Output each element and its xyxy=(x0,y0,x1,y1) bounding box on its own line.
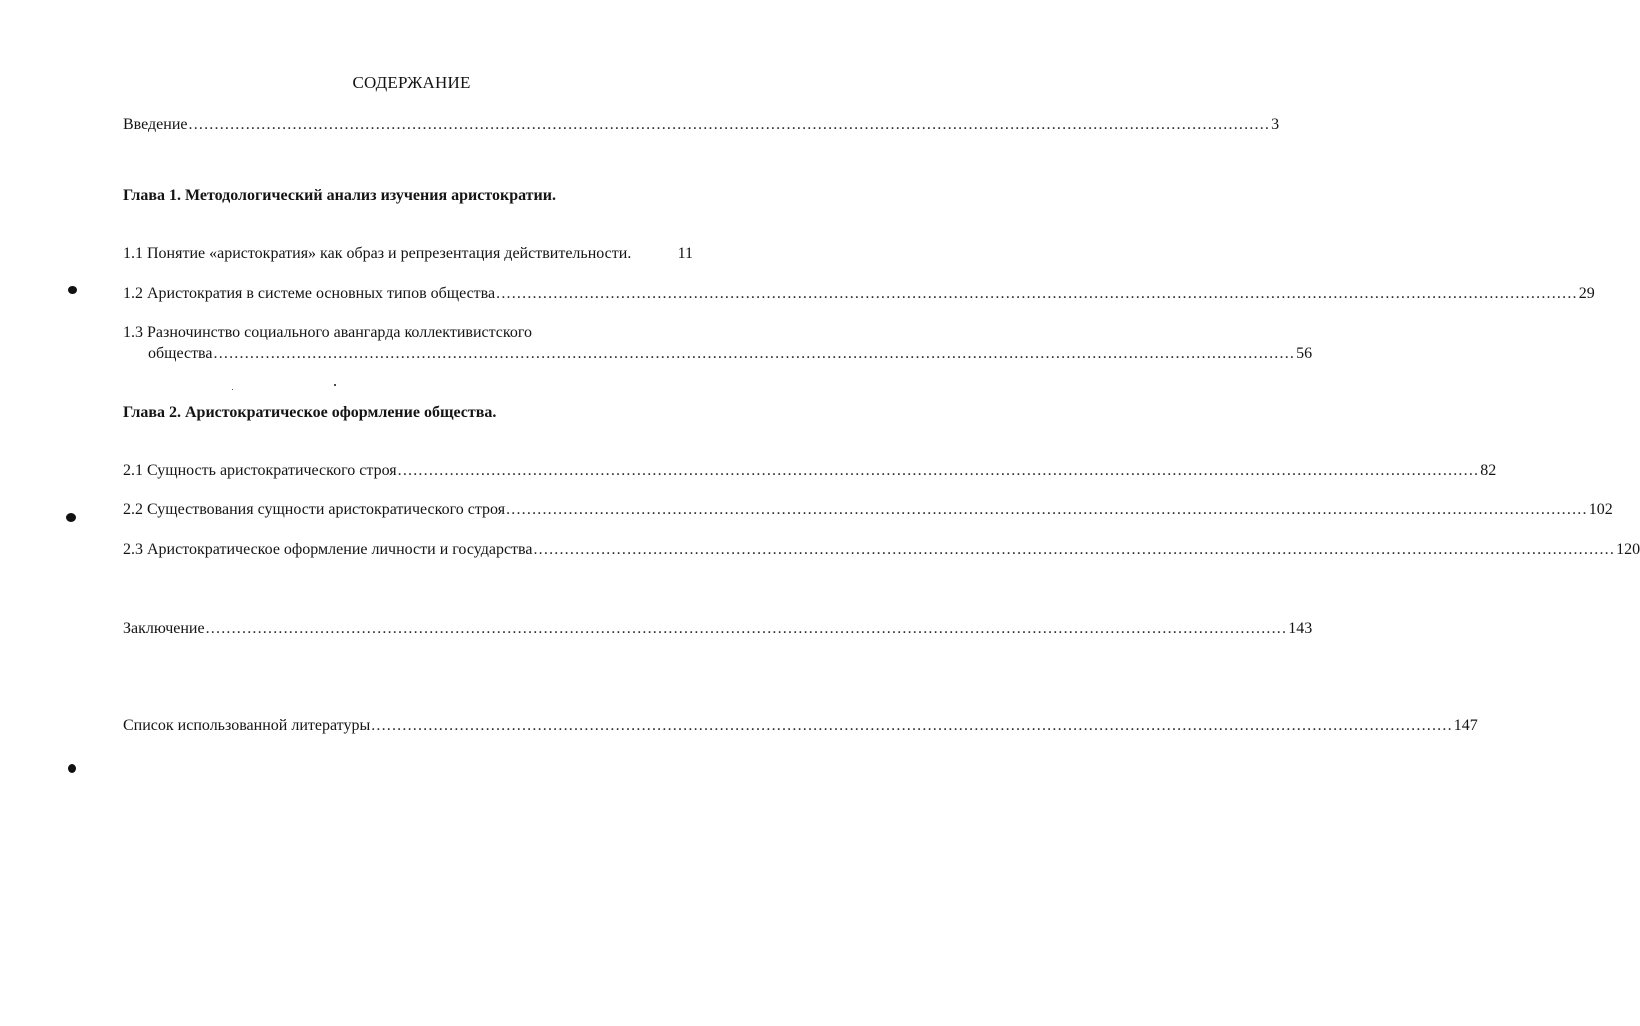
toc-entry-label: 1.2 Аристократия в системе основных типов общества xyxy=(123,285,496,302)
scan-dust xyxy=(334,384,336,386)
toc-entry-label: 1.1 Понятие «аристократия» как образ и репрезентация действительности. xyxy=(123,245,632,262)
toc-entry-intro xyxy=(123,115,1280,135)
dot-leader: ................................................................................................................................................................................................................ xyxy=(213,345,1296,362)
toc-entry-page: 147 xyxy=(1453,717,1478,734)
dot-leader: ................................................................................................................................................................................................................ xyxy=(397,462,1480,479)
toc-entry-2-2 xyxy=(123,500,1613,520)
scan-mark xyxy=(68,286,77,294)
dot-leader: ................................................................................................................................................................................................................ xyxy=(205,620,1288,637)
toc-entry-1-1 xyxy=(123,244,693,264)
toc-entry-page: 29 xyxy=(1578,285,1595,302)
toc-entry-label: Заключение xyxy=(123,620,205,637)
toc-entry-conclusion xyxy=(123,619,1313,639)
dot-leader: ................................................................................................................................................................................................................ xyxy=(533,541,1616,558)
toc-entry-label: общества xyxy=(148,345,213,362)
toc-entry-page: 82 xyxy=(1480,462,1497,479)
dot-leader: ................................................................................................................................................................................................................ xyxy=(371,717,1453,734)
chapter-2-heading: Глава 2. Аристократическое оформление общества. xyxy=(123,404,497,421)
toc-entry-label: 2.1 Сущность аристократического строя xyxy=(123,462,397,479)
dot-leader: ................................................................................................................................................................................................................ xyxy=(496,285,1578,302)
toc-entry-bibliography xyxy=(123,716,1478,736)
toc-entry-page: 143 xyxy=(1288,620,1313,637)
toc-entry-1-3 xyxy=(148,344,1313,364)
toc-entry-label: 2.2 Существования сущности аристократического строя xyxy=(123,501,506,518)
toc-entry-2-1 xyxy=(123,461,1497,481)
chapter-1-heading: Глава 1. Методологический анализ изучения аристократии. xyxy=(123,187,556,204)
scan-mark xyxy=(66,513,76,522)
toc-entry-page: 102 xyxy=(1588,501,1613,518)
toc-entry-page: 56 xyxy=(1296,345,1313,362)
toc-entry-page: 3 xyxy=(1271,116,1280,133)
scan-mark xyxy=(68,764,76,773)
page-title: СОДЕРЖАНИЕ xyxy=(352,73,471,92)
toc-entry-page: 11 xyxy=(677,245,693,262)
toc-entry-page: 120 xyxy=(1616,541,1640,558)
toc-entry-label: Введение xyxy=(123,116,188,133)
scan-dust xyxy=(232,389,233,390)
toc-entry-2-3 xyxy=(123,540,1640,560)
toc-entry-1-2 xyxy=(123,284,1595,304)
toc-entry-label: Список использованной литературы xyxy=(123,717,371,734)
dot-leader: ................................................................................................................................................................................................................ xyxy=(188,116,1271,133)
dot-leader: ................................................................................................................................................................................................................ xyxy=(506,501,1588,518)
toc-entry-label: 2.3 Аристократическое оформление личности и государства xyxy=(123,541,533,558)
toc-entry-1-3-line1: 1.3 Разночинство социального авангарда коллективистского xyxy=(123,324,533,341)
